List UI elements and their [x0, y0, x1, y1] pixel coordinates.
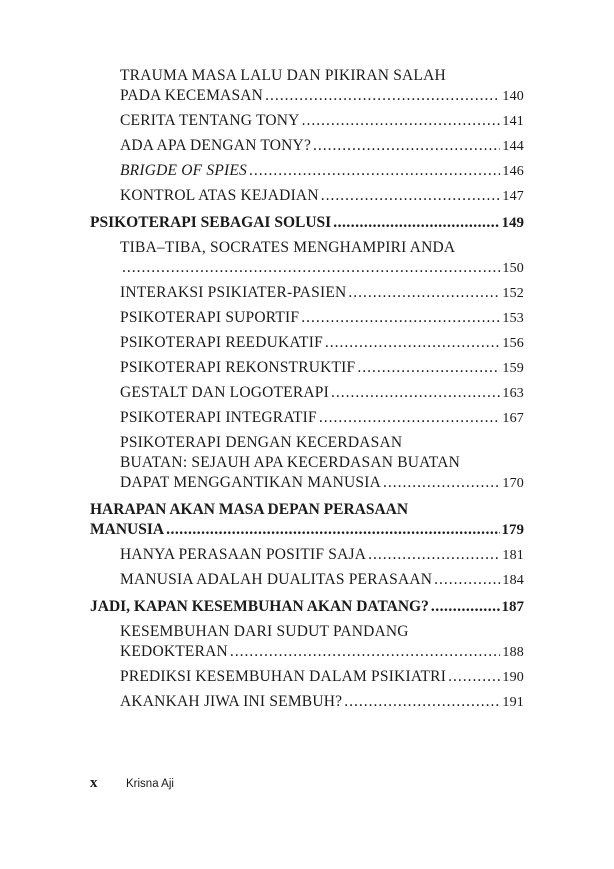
- dot-leader: [368, 545, 500, 565]
- dot-leader: [166, 520, 499, 540]
- dot-leader: [333, 213, 499, 233]
- toc-entry[interactable]: [90, 308, 524, 329]
- dot-leader: [265, 86, 500, 106]
- dot-leader: [321, 186, 501, 206]
- toc-entry-title: PREDIKSI KESEMBUHAN DALAM PSIKIATRI: [120, 668, 447, 685]
- toc-entry-title: TIBA–TIBA, SOCRATES MENGHAMPIRI ANDA: [120, 239, 456, 256]
- toc-entry[interactable]: [90, 433, 524, 494]
- page-number: 152: [502, 286, 524, 301]
- page-number: 170: [502, 476, 524, 491]
- dot-leader: [319, 408, 501, 428]
- toc-entry-title: KESEMBUHAN DARI SUDUT PANDANG: [120, 623, 409, 640]
- page-number: 163: [502, 386, 524, 401]
- toc-entry-title: TRAUMA MASA LALU DAN PIKIRAN SALAH: [120, 67, 446, 84]
- page-number: 140: [502, 89, 524, 104]
- page-number: 179: [501, 522, 524, 538]
- page-number: 156: [502, 336, 524, 351]
- page-number: 187: [501, 599, 524, 615]
- page-number: 153: [502, 311, 524, 326]
- toc-entry[interactable]: [90, 333, 524, 354]
- toc-entry[interactable]: [90, 408, 524, 429]
- dot-leader: [325, 333, 500, 353]
- toc-entry[interactable]: [90, 238, 524, 279]
- page-number: 188: [502, 645, 524, 660]
- toc-chapter-title: MANUSIA: [90, 521, 165, 538]
- footer-author: Krisna Aji: [126, 778, 174, 790]
- toc-chapter-title: HARAPAN AKAN MASA DEPAN PERASAAN: [90, 501, 409, 518]
- page-number: 181: [502, 548, 524, 563]
- toc-entry[interactable]: [90, 692, 524, 713]
- dot-leader: [301, 308, 500, 328]
- toc-entry-title: AKANKAH JIWA INI SEMBUH?: [120, 693, 343, 710]
- toc-entry-title: CERITA TENTANG TONY: [120, 112, 300, 129]
- dot-leader: [348, 283, 500, 303]
- page-number: 191: [502, 695, 524, 710]
- dot-leader: [249, 161, 500, 181]
- toc-entry[interactable]: [90, 186, 524, 207]
- page-footer: [90, 775, 174, 792]
- toc-entry[interactable]: [90, 622, 524, 663]
- toc-entry[interactable]: [90, 667, 524, 688]
- toc-entry-title: MANUSIA ADALAH DUALITAS PERASAAN: [120, 571, 433, 588]
- toc-entry[interactable]: [90, 545, 524, 566]
- toc-entry[interactable]: [90, 66, 524, 107]
- toc-entry-title: GESTALT DAN LOGOTERAPI: [120, 384, 329, 401]
- toc-entry-title: INTERAKSI PSIKIATER-PASIEN: [120, 284, 347, 301]
- toc-entry-title: ADA APA DENGAN TONY?: [120, 137, 312, 154]
- toc-entry-title: BUATAN: SEJAUH APA KECERDASAN BUATAN: [120, 454, 461, 471]
- dot-leader: [122, 258, 500, 278]
- page-number: 184: [502, 573, 524, 588]
- toc-entry-title: BRIGDE OF SPIES: [120, 162, 247, 179]
- toc-entry-title: PADA KECEMASAN: [120, 87, 264, 104]
- toc-entry[interactable]: [90, 161, 524, 182]
- dot-leader: [431, 597, 500, 617]
- toc-entry-title: PSIKOTERAPI INTEGRATIF: [120, 409, 317, 426]
- page-number: 144: [502, 139, 524, 154]
- toc-entry[interactable]: [90, 283, 524, 304]
- toc-chapter[interactable]: [90, 213, 524, 233]
- page-number: 141: [502, 114, 524, 129]
- dot-leader: [230, 642, 500, 662]
- footer-page-number: x: [90, 775, 98, 791]
- page-number: 149: [501, 215, 524, 231]
- toc-chapter[interactable]: [90, 597, 524, 617]
- toc-entry-title: KEDOKTERAN: [120, 643, 228, 660]
- toc-entry[interactable]: [90, 136, 524, 157]
- toc-entry-title: PSIKOTERAPI REKONSTRUKTIF: [120, 359, 356, 376]
- page-number: 146: [502, 164, 524, 179]
- toc-chapter[interactable]: [90, 500, 524, 540]
- toc-entry[interactable]: [90, 570, 524, 591]
- page-number: 150: [502, 261, 524, 276]
- page-number: 147: [502, 189, 524, 204]
- toc-entry[interactable]: [90, 358, 524, 379]
- toc-entry[interactable]: [90, 383, 524, 404]
- page-number: 159: [502, 361, 524, 376]
- dot-leader: [434, 570, 500, 590]
- dot-leader: [313, 136, 500, 156]
- toc-chapter-title: PSIKOTERAPI SEBAGAI SOLUSI: [90, 214, 332, 231]
- toc-entry-title: HANYA PERASAAN POSITIF SAJA: [120, 546, 367, 563]
- dot-leader: [383, 473, 500, 493]
- page-number: 167: [502, 411, 524, 426]
- table-of-contents: [90, 66, 524, 717]
- page-number: 190: [502, 670, 524, 685]
- toc-entry[interactable]: [90, 111, 524, 132]
- dot-leader: [302, 111, 501, 131]
- toc-chapter-title: JADI, KAPAN KESEMBUHAN AKAN DATANG?: [90, 598, 429, 615]
- toc-entry-title: PSIKOTERAPI DENGAN KECERDASAN: [120, 434, 403, 451]
- dot-leader: [344, 692, 500, 712]
- toc-entry-title: PSIKOTERAPI SUPORTIF: [120, 309, 300, 326]
- dot-leader: [331, 383, 500, 403]
- toc-entry-title: PSIKOTERAPI REEDUKATIF: [120, 334, 323, 351]
- dot-leader: [357, 358, 500, 378]
- toc-entry-title: KONTROL ATAS KEJADIAN: [120, 187, 319, 204]
- dot-leader: [448, 667, 500, 687]
- toc-entry-title: DAPAT MENGGANTIKAN MANUSIA: [120, 474, 381, 491]
